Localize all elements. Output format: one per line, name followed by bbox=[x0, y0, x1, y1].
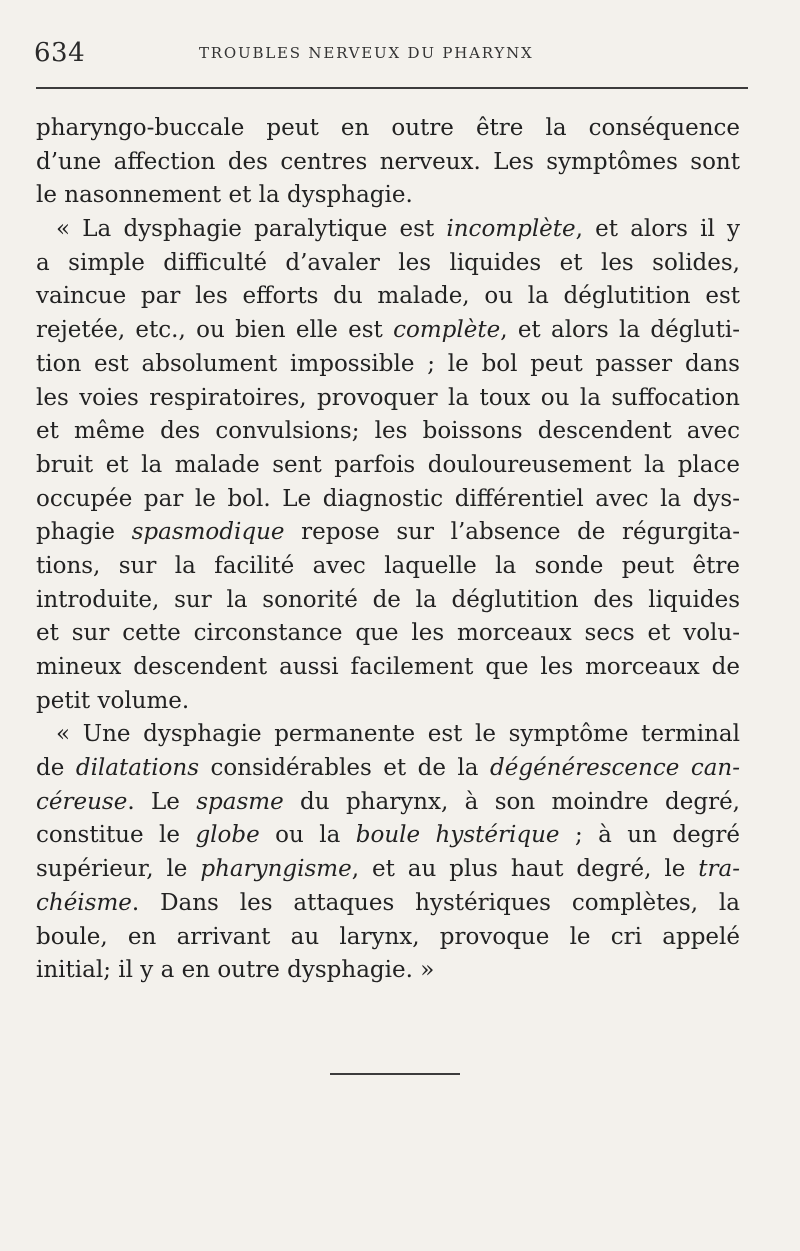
text-segment: constitue le bbox=[36, 822, 196, 849]
header-rule bbox=[36, 87, 748, 89]
italic-text: globe bbox=[195, 822, 260, 849]
italic-text: pharyngisme bbox=[200, 856, 352, 883]
text-line: vaincue par les efforts du malade, ou la déglutition est bbox=[36, 283, 740, 310]
text-segment: du pharynx, à son moindre degré, bbox=[283, 788, 740, 815]
text-segment: . Dans les attaques hystériques complètes, la bbox=[131, 889, 740, 916]
text-segment: repose sur l’absence de régurgita- bbox=[284, 519, 740, 546]
end-rule bbox=[330, 1073, 460, 1075]
italic-text: complète bbox=[393, 317, 501, 344]
text-line: mineux descendent aussi facilement que les morceaux de bbox=[36, 654, 740, 680]
text-line bbox=[36, 752, 740, 786]
text-segment: . Le bbox=[127, 788, 197, 815]
body-text bbox=[36, 112, 740, 988]
text-line: pharyngo-buccale peut en outre être la conséquence bbox=[36, 115, 740, 141]
text-line bbox=[36, 853, 740, 887]
italic-text: chéisme bbox=[36, 889, 132, 916]
text-segment: ; à un degré bbox=[559, 822, 741, 849]
text-segment: rejetée, etc., ou bien elle est bbox=[36, 317, 394, 344]
text-line: et même des convulsions; les boissons descendent avec bbox=[36, 418, 740, 445]
text-line: d’une affection des centres nerveux. Les symptômes sont bbox=[36, 148, 740, 175]
text-line bbox=[36, 887, 740, 921]
text-line: le nasonnement et la dysphagie. bbox=[36, 182, 413, 209]
text-segment: de bbox=[36, 755, 76, 782]
text-line bbox=[36, 786, 740, 820]
text-segment: supérieur, le bbox=[36, 856, 201, 883]
text-line: les voies respiratoires, provoquer la toux ou la suffocation bbox=[36, 384, 740, 411]
text-line bbox=[36, 213, 740, 247]
text-line bbox=[36, 314, 740, 348]
text-line: introduite, sur la sonorité de la déglutition des liquides bbox=[36, 586, 740, 613]
text-segment: considérables et de la bbox=[199, 755, 491, 782]
page-header bbox=[34, 36, 744, 70]
text-segment: , et alors il y bbox=[575, 216, 741, 243]
italic-text: boule hystérique bbox=[355, 822, 560, 849]
text-line: tion est absolument impossible ; le bol peut passer dans bbox=[36, 350, 740, 377]
text-segment: phagie bbox=[36, 519, 132, 546]
italic-text: dilatations bbox=[75, 755, 200, 782]
text-line: bruit et la malade sent parfois douloureusement la place bbox=[36, 451, 740, 478]
italic-text: dégénérescence can- bbox=[490, 755, 740, 782]
italic-text: incomplète bbox=[446, 216, 576, 243]
text-segment: « La dysphagie paralytique est bbox=[56, 216, 447, 243]
text-line: initial; il y a en outre dysphagie. » bbox=[36, 957, 435, 984]
text-line: a simple difficulté d’avaler les liquides et les solides, bbox=[36, 249, 740, 276]
italic-text: spasme bbox=[196, 788, 284, 815]
text-segment: , et au plus haut degré, le bbox=[351, 856, 699, 883]
text-line: et sur cette circonstance que les morceaux secs et volu- bbox=[36, 620, 740, 647]
text-line: tions, sur la facilité avec laquelle la sonde peut être bbox=[36, 552, 740, 579]
page-number: 634 bbox=[34, 38, 86, 68]
text-segment: , et alors la dégluti- bbox=[500, 317, 740, 344]
text-line: petit volume. bbox=[36, 687, 190, 714]
italic-text: céreuse bbox=[36, 788, 128, 815]
text-segment: ou la bbox=[259, 822, 356, 849]
text-line bbox=[36, 516, 740, 550]
text-line: boule, en arrivant au larynx, provoque le cri appelé bbox=[36, 923, 740, 950]
text-line: occupée par le bol. Le diagnostic différentiel avec la dys- bbox=[36, 485, 740, 512]
italic-text: tra- bbox=[698, 856, 741, 883]
running-head: TROUBLES NERVEUX DU PHARYNX bbox=[199, 44, 534, 62]
italic-text: spasmodique bbox=[131, 519, 285, 546]
text-line bbox=[36, 819, 740, 853]
text-line: « Une dysphagie permanente est le symptôme terminal bbox=[56, 721, 740, 748]
